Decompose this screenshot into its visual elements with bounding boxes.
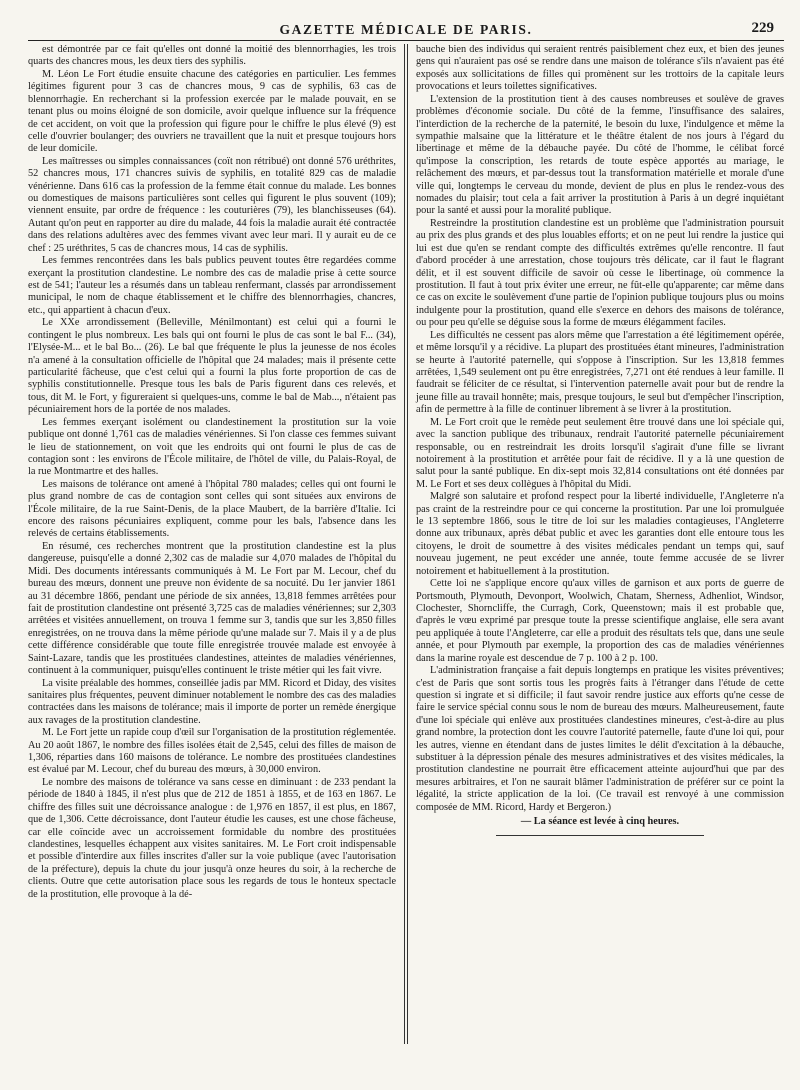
paragraph: Les femmes exerçant isolément ou clandestinement la prostitution sur la voie publique ont donné 1,761 cas de maladies vénériennes. Si l'on classe ces femmes suivant le lieu de stationnement, on voit que les endroits qui ont fourni le plus de cas de contagion sont : les environs de l'École militaire, de l'hôtel de ville, du Palais-Royal, de la rue Montmartre et des halles. bbox=[28, 416, 397, 478]
session-closing: — La séance est levée à cinq heures. bbox=[520, 816, 680, 828]
paragraph: Les maîtresses ou simples connaissances (coït non rétribué) ont donné 576 uréthrites, 52 chancres mous, 171 chancres suivis de syphilis, en totalité 829 cas de maladie vénérienne. Dans 616 cas la profession de la femme était connue du malade. Les bonnes ou domestiques de maisons particulières sont celles qui figurent le plus souvent (109); viennent ensuite, par ordre de fréquence : les couturières (79), les blanchisseuses (64). Autant qu'on peut en rapporter au dire du malade, 44 fois la maladie aurait été contractée dans des relations adultères avec des femmes vivant avec leur mari. Il y aurait eu de ce chef : 25 uréthrites, 5 cas de chancres mous, 14 cas de syphilis. bbox=[28, 155, 397, 254]
right-column bbox=[408, 44, 784, 1084]
paragraph: Les maisons de tolérance ont amené à l'hôpital 780 malades; celles qui ont fourni le plus grand nombre de cas de contagion sont celles qui sont situées aux environs de l'École militaire, de la rue Saint-Denis, de la place Maubert, de la barrière d'Italie. Ici encore des raisons pécuniaires expliquent, comme pour les bals, l'absence dans les relevés de certains établissements. bbox=[28, 478, 397, 540]
paragraph: M. Le Fort jette un rapide coup d'œil sur l'organisation de la prostitution réglementée. Au 20 août 1867, le nombre des filles isolées était de 2,545, celui des filles de maison de 1,306, réparties dans 160 maisons de tolérance. Le nombre des prostituées clandestines est évalué par M. Lecour, chef du bureau des mœurs, à 30,000 environ. bbox=[28, 727, 397, 776]
paragraph: Les difficultés ne cessent pas alors même que l'arrestation a été légitimement opérée, et même lorsqu'il y a récidive. La plupart des prostituées étant mineures, l'administration se heurte à l'autorité paternelle, qui s'oppose à l'inscription. Sur les 13,818 femmes arrêtées, 1,549 seulement ont pu être enregistrées, 7,271 ont été rendues à leur famille. Il faudrait se féliciter de ce résultat, si l'intervention paternelle avait pour but de rendre la jeune fille au travail honnête; mais, presque toujours, le seul but d'empêcher l'inscription, afin de permettre à la fille de continuer librement à se livrer à la prostitution. bbox=[416, 329, 785, 416]
paragraph: L'administration française a fait depuis longtemps en pratique les visites préventives; c'est de Paris que sont sortis tous les progrès faits à l'étranger dans l'étude de cette question si ingrate et si difficile; il faut savoir rendre justice aux efforts qu'ne cesse de faire le service spécial connu sous le nom de bureau des mœurs. Malheureusement, faute d'une loi spéciale qui enlève aux prostituées clandestines mineures, c'est-à-dire au plus grand nombre, la protection dont les couvre l'autorité paternelle, faute d'une loi qui, pour les autres, vienne en étendant dans de justes limites le délit d'excitation à la débauche, substituer à la dépression pénale des mesures administratives et des visites médicales, la prostitution clandestine ne pourrait être efficacement atteinte aujourd'hui que par des mesures arbitraires, et l'on ne saurait blâmer l'administration de préférer sur ce point la légalité, la stricte application de la loi. (Ce travail est renvoyé à une commission composée de MM. Ricord, Hardy et Bergeron.) bbox=[416, 665, 785, 813]
paragraph: M. Le Fort croit que le remède peut seulement être trouvé dans une loi spéciale qui, avec la sanction publique des tribunaux, rendrait l'autorité paternelle pécuniairement responsable, ou en restreindrait les droits lorsqu'il s'agirait d'une fille se livrant notoirement à la prostitution et arrêtée pour fait de récidive. Il y a là une question de salut pour la santé publique. En dix-sept mois 32,814 consultations ont été données par M. Le Fort et ses deux collègues à l'hôpital du Midi. bbox=[416, 416, 785, 490]
paragraph: Le nombre des maisons de tolérance va sans cesse en diminuant : de 233 pendant la période de 1840 à 1845, il n'est plus que de 212 de 1851 à 1855, et de 163 en 1867. Le chiffre des filles suit une décroissance analogue : de 1,976 en 1857, il est plus, en 1867, que de 1,306. Cette décroissance, dont l'auteur étudie les causes, est une chose fâcheuse, car elle coïncide avec un accroissement formidable du nombre des prostituées clandestines, lesquelles échappent aux visites sanitaires. M. Le Fort croit indispensable et possible d'interdire aux filles inscrites d'aller sur la voie publique (avec l'autorisation de la préfecture), depuis la chute du jour jusqu'à onze heures du soir, à la recherche de clients. Outre que cette autorisation place sous les regards de tous le honteux spectacle de la prostitution, elle provoque à la dé- bbox=[28, 776, 397, 900]
paragraph: Les femmes rencontrées dans les bals publics peuvent toutes être regardées comme exerçant la prostitution clandestine. Le nombre des cas de maladie prise à cette source est de 541; l'auteur les a résumés dans un tableau renfermant, classés par arrondissement municipal, le nom de chaque établissement et le chiffre des blennorrhagies, chancres, etc., qui appartient à chacun d'eux. bbox=[28, 255, 397, 316]
closing-rule bbox=[496, 835, 704, 836]
paragraph: L'extension de la prostitution tient à des causes nombreuses et soulève de graves problèmes d'économie sociale. Du côté de la femme, l'insuffisance des salaires, l'interdiction de la recherche de la paternité, le besoin du luxe, l'indulgence et même la sympathie malsaine que la littérature et le théâtre étalent de nos jours à l'égard du libertinage et même de la débauche payée. Du côté de l'homme, le célibat forcé qu'impose la conscription, les retards de toute espèce apportés au mariage, le relâchement des mœurs, et par-dessus tout la transformation matérielle et morale d'une ville qui, longtemps le cerveau du monde, devient de plus en plus le rendez-vous des nomades du plaisir; tout cela a fait arriver la prostitution à Paris à un degré inquiétant pour la santé et aussi pour la moralité publique. bbox=[416, 93, 785, 217]
left-column bbox=[28, 44, 404, 1084]
paragraph: est démontrée par ce fait qu'elles ont donné la moitié des blennorrhagies, les trois quarts des chancres mous, les deux tiers des syphilis. bbox=[28, 44, 397, 68]
page-header bbox=[28, 0, 784, 41]
journal-title: GAZETTE MÉDICALE DE PARIS. bbox=[279, 22, 533, 37]
paragraph: bauche bien des individus qui seraient rentrés paisiblement chez eux, et bien des jeunes gens qui n'auraient pas osé se rendre dans une maison de tolérance s'ils n'avaient pas été exposés aux sollicitations de filles qui promènent sur les trottoirs de la capitale leurs provocations et leurs toilettes significatives. bbox=[416, 44, 785, 93]
paragraph: Restreindre la prostitution clandestine est un problème que l'administration poursuit au prix des plus grands et des plus louables efforts; et on ne peut lui rendre la justice qui lui est due qu'en se rendant compte des difficultés extrêmes qu'elle rencontre. Il faut d'abord procéder à une arrestation, chose toujours très délicate, car il faut le flagrant délit, et il est souvent difficile de savoir où cesse le libertinage, où commence la prostitution. Il faut à tout prix éviter une erreur, ne fût-elle qu'apparente; car même dans ce cas on excite le soulèvement d'une partie de l'opinion publique toujours plus ou moins indulgente pour la prostitution, quand elle s'exerce en dehors des maisons de tolérance, ou pour peu qu'elle se déguise sous la forme de mœurs élégamment faciles. bbox=[416, 217, 785, 329]
paragraph: La visite préalable des hommes, conseillée jadis par MM. Ricord et Diday, des visites sanitaires plus fréquentes, peuvent diminuer notablement le nombre des cas des maladies contractées dans les maisons de tolérance; mais il importe de porter un remède énergique aux ravages de la prostitution clandestine. bbox=[28, 677, 397, 726]
page-number: 229 bbox=[751, 20, 774, 36]
paragraph: Cette loi ne s'applique encore qu'aux villes de garnison et aux ports de guerre de Portsmouth, Plymouth, Devonport, Woolwich, Chatam, Sherness, Adhenliot, Windsor, Clochester, Shorncliffe, the Curragh, Cork, Queenstown; mais il est probable que, d'après le vœu exprimé par presque toute la presse scientifique anglaise, elle sera avant peu appliquée à toute l'Angleterre, car elle a produit des résultats tels que, dans une seule année, et pour Plymouth par exemple, la proportion des cas de maladies vénériennes dans la marine royale est descendue de 7 p. 100 à 2 p. 100. bbox=[416, 578, 785, 664]
article-columns bbox=[28, 44, 784, 1084]
paragraph: Malgré son salutaire et profond respect pour la liberté individuelle, l'Angleterre n'a pas craint de la restreindre pour ce qui concerne la prostitution. Par une loi promulguée le 13 septembre 1866, sous le titre de loi sur les maladies contagieuses, l'Angleterre donne aux tribunaux, après débat public et avec les garanties dont elle entoure tous les citoyens, le droit de soumettre à des visites médicales pendant un temps qui, sauf nouveau jugement, ne peut excéder une année, toute femme accusée de se livrer notoirement et habituellement à la prostitution. bbox=[416, 491, 785, 577]
paragraph: M. Léon Le Fort étudie ensuite chacune des catégories en particulier. Les femmes légitimes figurent pour 3 cas de chancres mous, 9 cas de syphilis, 63 cas de blennorrhagie. En recherchant si la profession exercée par le malade pouvait, en se tenant plus ou moins éloigné de son domicile, avoir quelque influence sur la fréquence de cet accident, on voit que la profession qui figure pour le chiffre le plus élevé (9) est celle d'ouvrier boulanger; des ouvriers ne travaillent que la nuit et presque toujours hors de leur domicile. bbox=[28, 68, 397, 155]
paragraph: En résumé, ces recherches montrent que la prostitution clandestine est la plus dangereuse, puisqu'elle a donné 2,302 cas de maladie sur 4,070 malades de l'hôpital du Midi. Des documents intéressants communiqués à M. Le Fort par M. Lecour, chef du bureau des mœurs, donnent une preuve non évidente de sa nocuité. Du 1er janvier 1861 au 31 décembre 1866, pendant une période de six années, 13,818 femmes arrêtées pour fait de prostitution clandestine ont présenté 3,725 cas de maladies vénériennes; sur 2,303 arrêtées et visitées annuellement, on trouva 1 femme sur 3, tandis que sur les 3,850 filles enregistrées, on ne trouva dans la même période qu'une malade sur 7. Mais il y a de plus cette différence considérable que toute fille enregistrée trouvée malade est envoyée à Saint-Lazare, tandis que les prostituées clandestines, atteintes de maladies vénériennes, continuent à la communiquer, puisqu'elles continuent le triste métier qui les fait vivre. bbox=[28, 540, 397, 677]
paragraph: Le XXe arrondissement (Belleville, Ménilmontant) est celui qui a fourni le contingent le plus nombreux. Les bals qui ont fourni le plus de cas sont le bal F... (34), l'Elysée-M... et le bal Bo... (26). Le bal que fréquente le plus la jeunesse de nos écoles n'a amené à la consultation officielle de l'hôpital que 24 malades; mais il présente cette particularité fâcheuse, que c'est celui qui a fourni la plus forte proportion de cas de syphilis constitutionnelle. Presque tous les bals de Paris figurent dans ces relevés, et tous, dit M. le Fort, y figureraient si quelques-uns, comme le bal de Mab..., n'étaient pas pécuniairement hors de la portée de nos malades. bbox=[28, 317, 397, 416]
